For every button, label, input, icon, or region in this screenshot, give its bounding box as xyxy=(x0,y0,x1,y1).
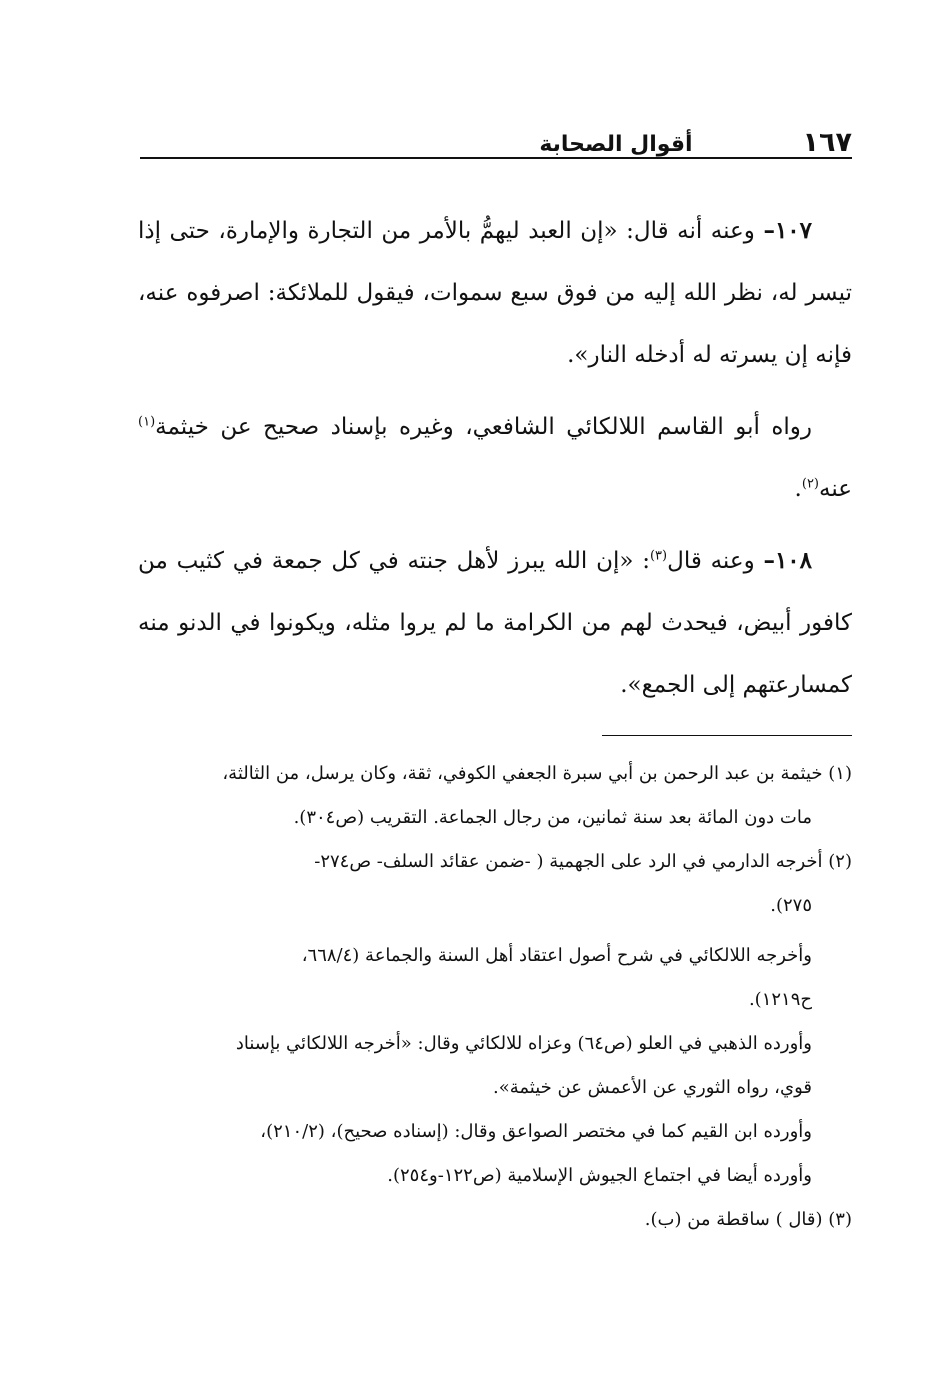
footnotes xyxy=(138,752,852,1242)
footnote-1-line-2: مات دون المائة بعد سنة ثمانين، من رجال الجماعة. التقريب (ص٣٠٤). xyxy=(293,807,812,828)
paragraph-attribution xyxy=(138,396,852,520)
attribution-text-c: . xyxy=(794,476,802,502)
attribution-text-a: رواه أبو القاسم اللالكائي الشافعي، وغيره بإسناد صحيح عن خيثمة xyxy=(155,414,812,440)
footnote-3-line-1: (٣) (قال ) ساقطة من (ب). xyxy=(644,1209,852,1230)
footnote-ref-3[interactable]: (٣) xyxy=(649,548,668,564)
item-number-107: ١٠٧– xyxy=(763,217,812,244)
running-header xyxy=(140,112,852,156)
main-text xyxy=(138,200,852,726)
item-number-108: ١٠٨– xyxy=(763,547,813,574)
paragraph-107 xyxy=(138,200,852,386)
paragraph-108-text-b: : «إن الله يبرز لأهل جنته في كل جمعة في كثيب من كافور أبيض، فيحدث لهم من الكرامة ما لم يروا مثله، ويكونوا في الدنو منه كمسارعتهم إلى الجمع». xyxy=(138,548,852,698)
footnote-2-line-4: ح١٢١٩). xyxy=(748,989,812,1010)
header-rule xyxy=(140,157,852,159)
running-title: أقوال الصحابة xyxy=(539,132,693,157)
paragraph-108-text-a: وعنه قال xyxy=(667,548,764,574)
footnote-ref-1[interactable]: (١) xyxy=(138,414,156,430)
footnote-2-line-6: قوي، رواه الثوري عن الأعمش عن خيثمة». xyxy=(493,1077,812,1098)
footnote-2-line-8: وأورده أيضا في اجتماع الجيوش الإسلامية (ص١٢٢-و٢٥٤). xyxy=(387,1165,812,1186)
paragraph-108 xyxy=(138,530,852,716)
attribution-text-b: عنه xyxy=(819,476,852,502)
footnote-2-line-5: وأورده الذهبي في العلو (ص٦٤) وعزاه للالكائي وقال: «أخرجه اللالكائي بإسناد xyxy=(235,1033,812,1054)
footnote-separator xyxy=(602,735,852,736)
footnote-2-line-1: (٢) أخرجه الدارمي في الرد على الجهمية ( -ضمن عقائد السلف- ص٢٧٤- xyxy=(314,851,852,872)
page-number: ١٦٧ xyxy=(802,127,852,158)
footnote-1-line-1: (١) خيثمة بن عبد الرحمن بن أبي سبرة الجعفي الكوفي، ثقة، وكان يرسل، من الثالثة، xyxy=(222,763,852,784)
footnote-2-line-2: ٢٧٥). xyxy=(770,895,812,916)
footnote-2-line-7: وأورده ابن القيم كما في مختصر الصواعق وقال: (إسناده صحيح)، (٢١٠/٢)، xyxy=(260,1121,812,1142)
paragraph-107-text: وعنه أنه قال: «إن العبد ليهمُّ بالأمر من التجارة والإمارة، حتى إذا تيسر له، نظر الله إليه من فوق سبع سموات، فيقول للملائكة: اصرفوه عنه، فإنه إن يسرته له أدخله النار». xyxy=(138,218,852,368)
footnote-ref-2[interactable]: (٢) xyxy=(801,476,819,492)
footnote-2-line-3: وأخرجه اللالكائي في شرح أصول اعتقاد أهل السنة والجماعة (٦٦٨/٤، xyxy=(301,945,812,966)
